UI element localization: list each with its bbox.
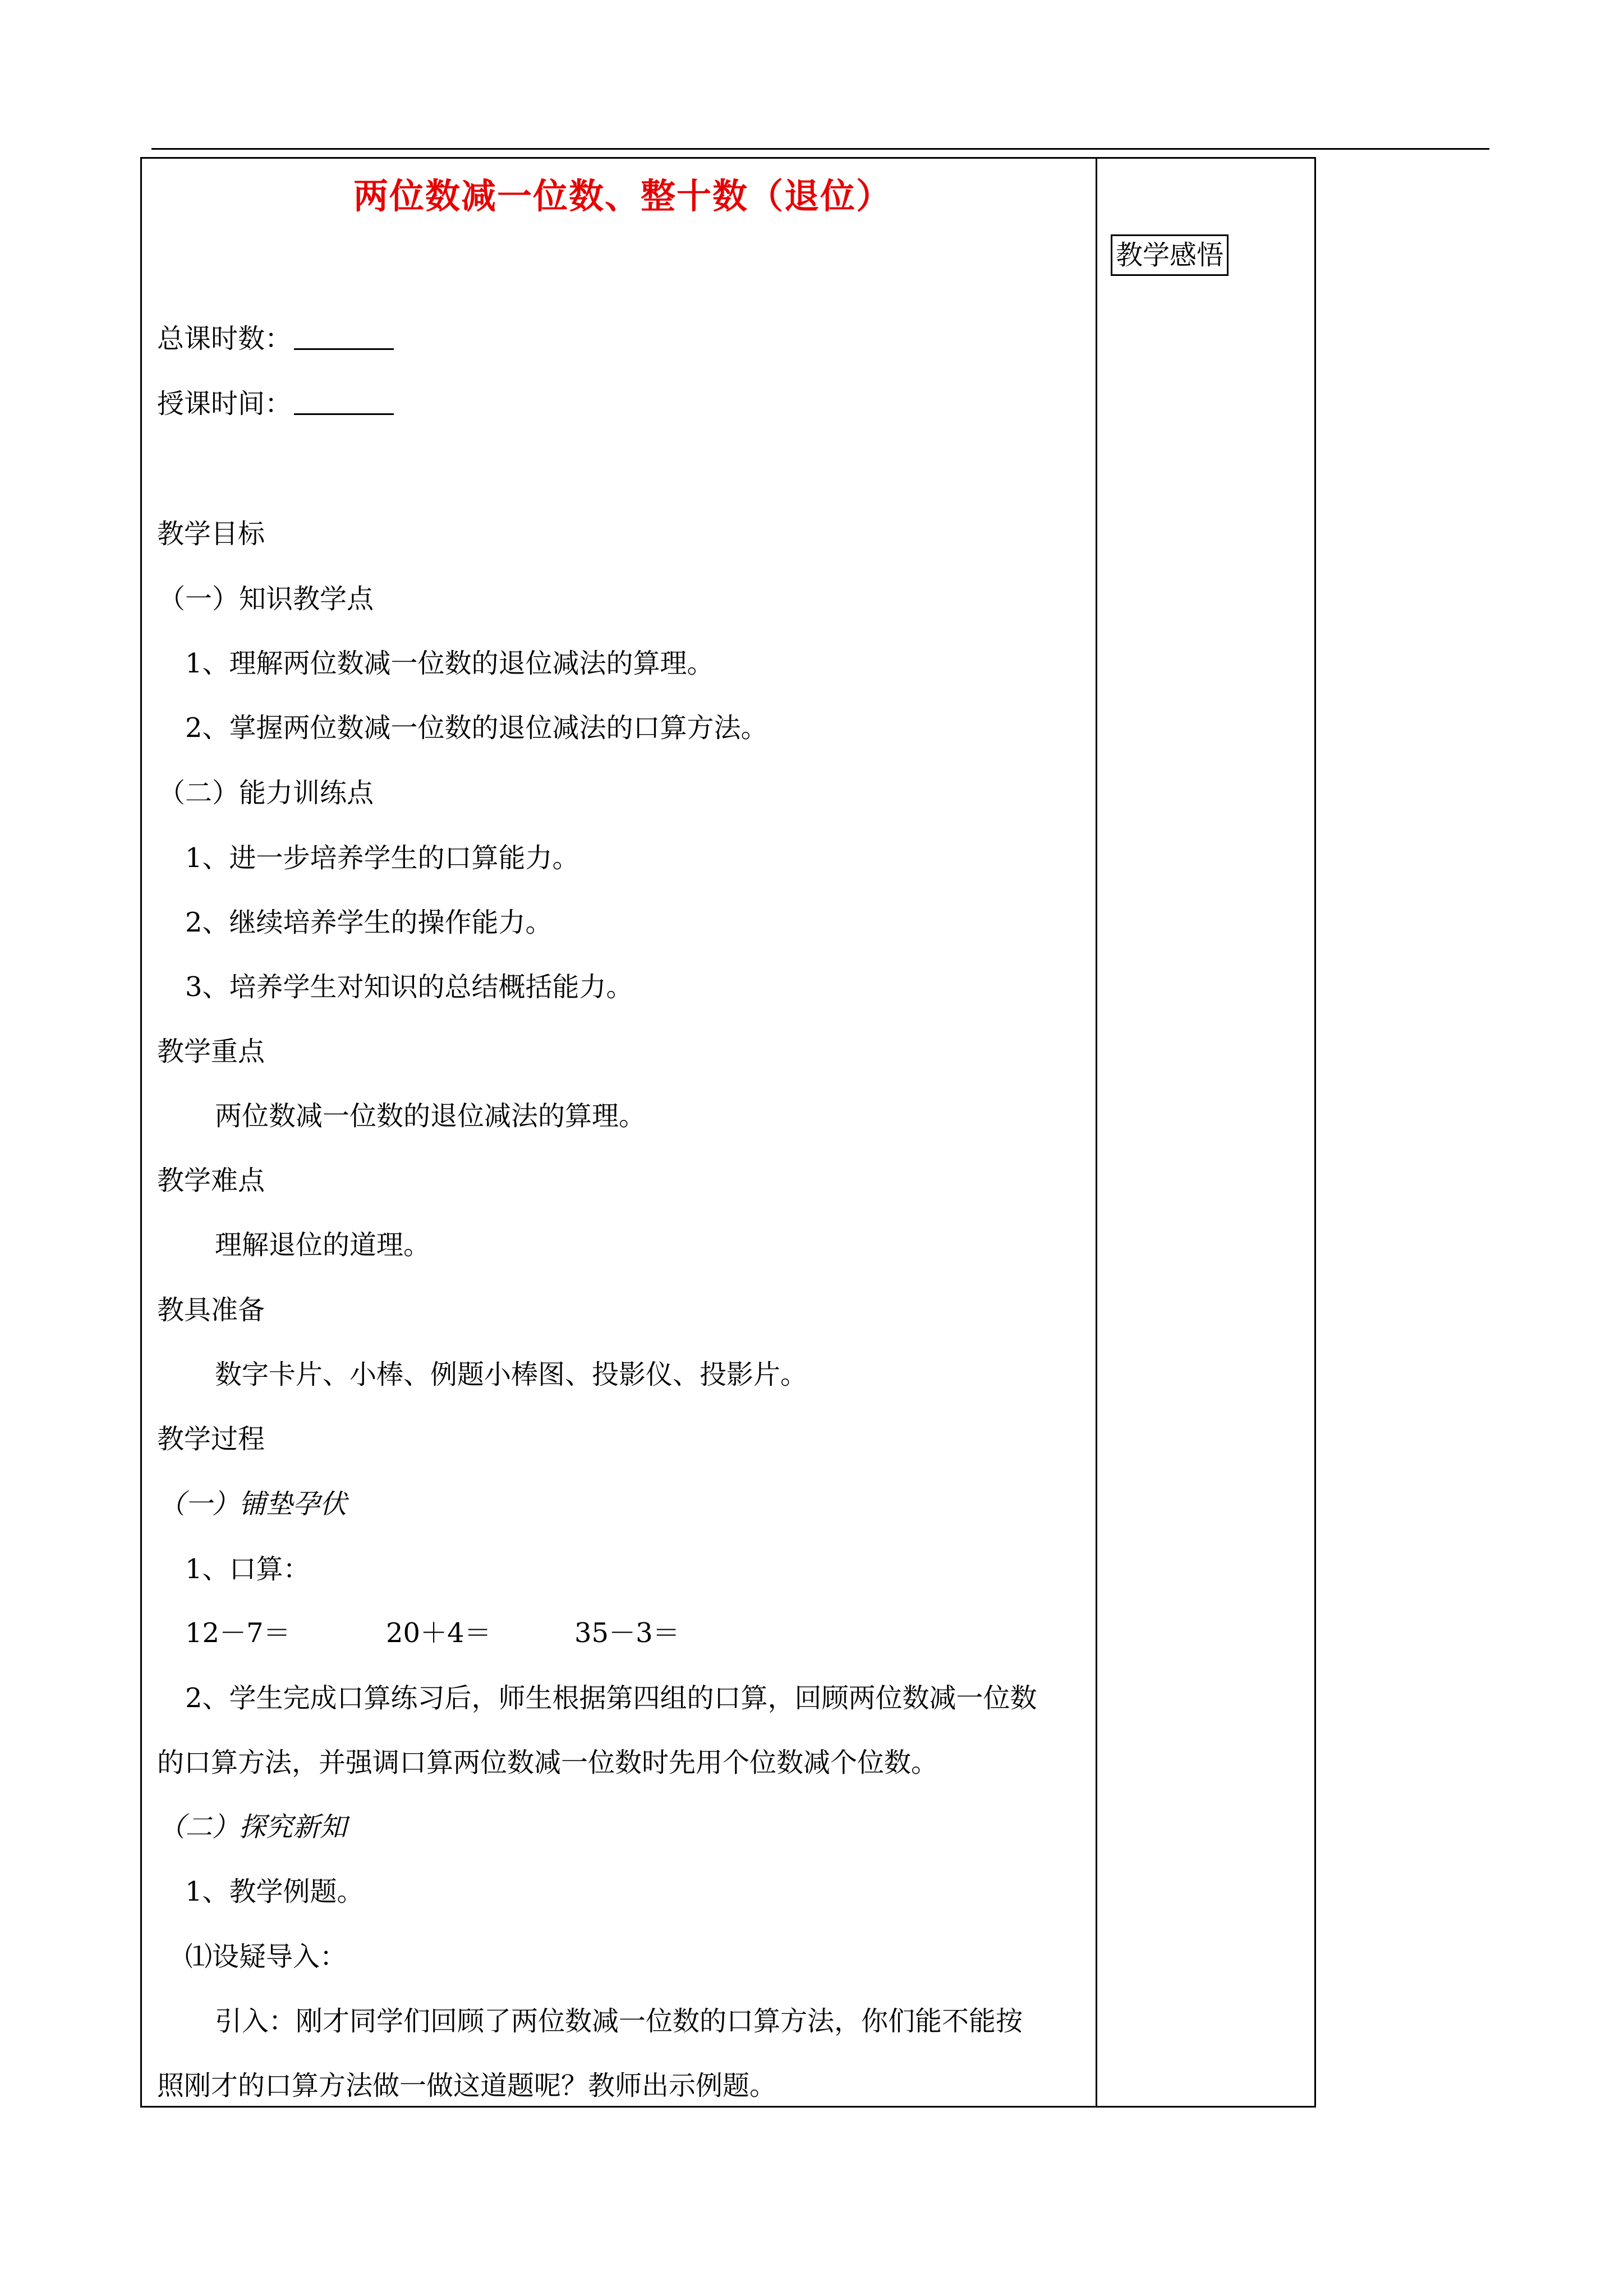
tools-text: 数字卡片、小棒、例题小棒图、投影仪、投影片。 <box>215 1359 808 1390</box>
knowledge-item-1: 1、理解两位数减一位数的退位减法的算理。 <box>185 648 714 679</box>
total-hours-field <box>157 322 394 356</box>
document-title: 两位数减一位数、整十数（退位） <box>353 176 892 216</box>
teach-time-label: 授课时间： <box>157 388 292 419</box>
intro-line-1: 引入：刚才同学们回顾了两位数减一位数的口算方法，你们能不能按 <box>215 2005 1023 2037</box>
tools-heading: 教具准备 <box>157 1294 265 1326</box>
knowledge-heading: （一）知识教学点 <box>158 583 374 615</box>
teach-time-field <box>157 387 394 421</box>
teach-time-blank <box>294 391 394 415</box>
knowledge-item-2: 2、掌握两位数减一位数的退位减法的口算方法。 <box>185 712 768 744</box>
step-1-item-2-line-2: 的口算方法，并强调口算两位数减一位数时先用个位数减个位数。 <box>157 1747 938 1778</box>
step-2-heading: （二）探究新知 <box>158 1811 347 1843</box>
objectives-heading: 教学目标 <box>157 518 265 550</box>
step-1-item-2-line-1: 2、学生完成口算练习后，师生根据第四组的口算，回顾两位数减一位数 <box>185 1682 1037 1714</box>
step-2-item-1: 1、教学例题。 <box>185 1876 364 1907</box>
intro-line-2: 照刚才的口算方法做一做这道题呢？教师出示例题。 <box>157 2070 777 2101</box>
step-1-heading: （一）铺垫孕伏 <box>158 1488 347 1520</box>
process-heading: 教学过程 <box>157 1423 265 1455</box>
ability-item-1: 1、进一步培养学生的口算能力。 <box>185 842 579 874</box>
ability-item-2: 2、继续培养学生的操作能力。 <box>185 907 553 938</box>
equation-1: 12－7＝ <box>185 1617 291 1649</box>
step-1-item-1: 1、口算： <box>185 1553 310 1585</box>
teaching-reflection-label: 教学感悟 <box>1111 234 1229 276</box>
key-points-text: 两位数减一位数的退位减法的算理。 <box>215 1100 646 1132</box>
equation-2: 20＋4＝ <box>386 1617 491 1649</box>
difficulty-text: 理解退位的道理。 <box>215 1229 431 1261</box>
step-2-sub-1: ⑴设疑导入： <box>185 1941 347 1972</box>
header-rule <box>151 148 1489 150</box>
key-points-heading: 教学重点 <box>157 1036 265 1067</box>
ability-heading: （二）能力训练点 <box>158 777 374 809</box>
column-divider <box>1096 157 1097 2108</box>
difficulty-heading: 教学难点 <box>157 1165 265 1196</box>
ability-item-3: 3、培养学生对知识的总结概括能力。 <box>185 971 633 1003</box>
equation-3: 35－3＝ <box>574 1617 680 1649</box>
total-hours-blank <box>294 326 394 350</box>
total-hours-label: 总课时数： <box>157 323 292 354</box>
